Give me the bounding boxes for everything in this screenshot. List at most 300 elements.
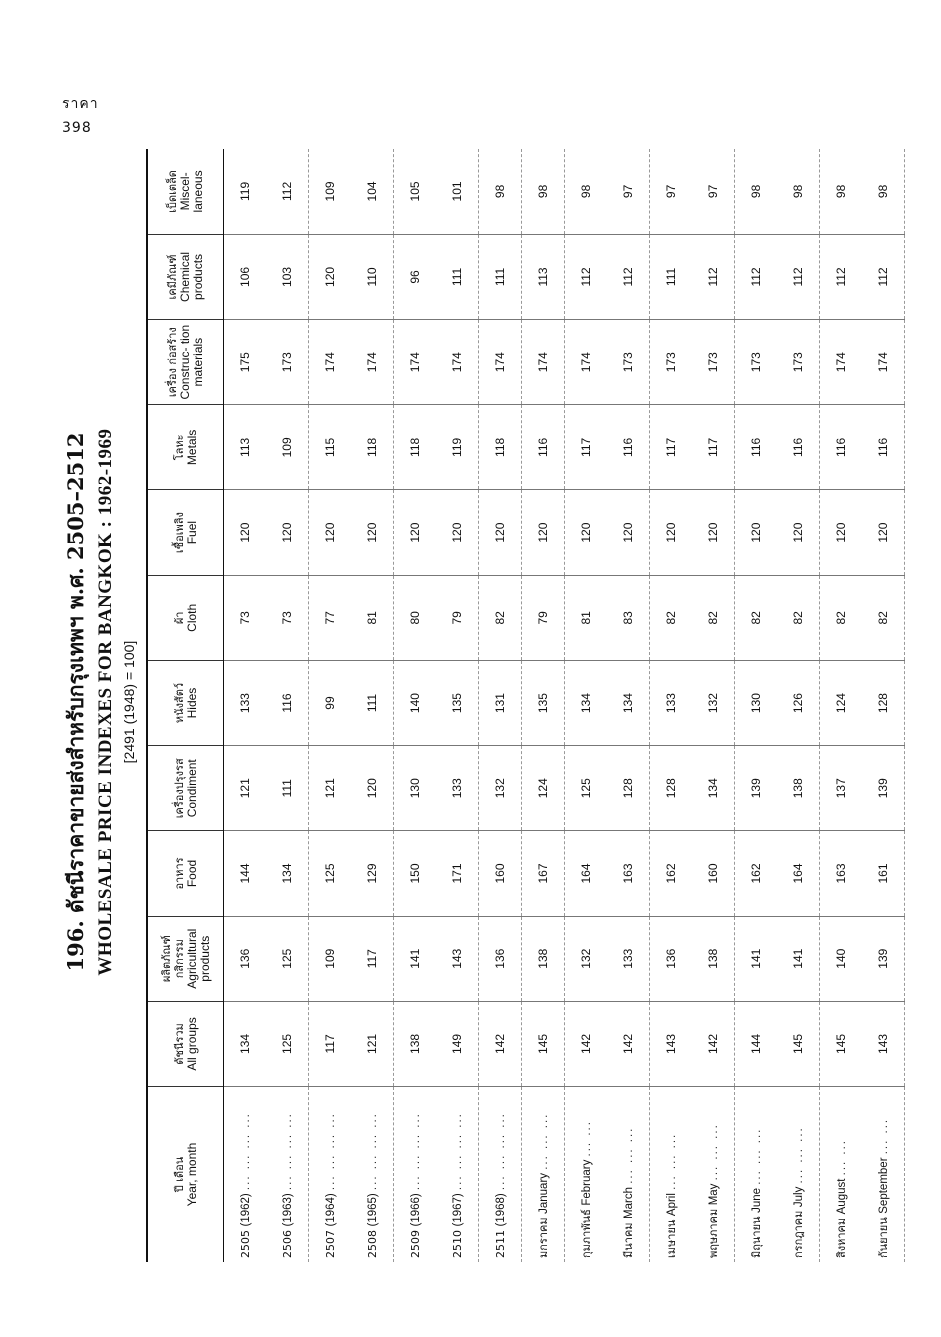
table-cell: 120 xyxy=(351,490,394,575)
table-cell: 118 xyxy=(351,405,394,490)
table-row xyxy=(266,149,309,1262)
table-cell: 112 xyxy=(692,234,735,319)
table-cell: 144 xyxy=(224,831,267,916)
row-label xyxy=(862,1087,905,1262)
table-cell: 98 xyxy=(565,149,608,234)
table-cell: 82 xyxy=(777,575,820,660)
row-label-thai: 2507 xyxy=(323,1226,337,1258)
table-cell: 120 xyxy=(522,490,565,575)
row-label xyxy=(692,1087,735,1262)
column-header-thai: ผ้า xyxy=(172,611,186,625)
table-cell: 116 xyxy=(777,405,820,490)
table-cell: 120 xyxy=(436,490,479,575)
table-cell: 98 xyxy=(735,149,778,234)
table-row xyxy=(650,149,693,1262)
table-cell: 73 xyxy=(224,575,267,660)
row-label-thai: 2505 xyxy=(238,1226,252,1258)
table-cell: 174 xyxy=(394,320,437,405)
table-cell: 128 xyxy=(650,746,693,831)
table-cell: 112 xyxy=(266,149,309,234)
page-header xyxy=(62,92,99,140)
table-cell: 117 xyxy=(565,405,608,490)
table-cell: 137 xyxy=(820,746,863,831)
row-label-english: (1964) xyxy=(324,1190,337,1227)
table-cell: 173 xyxy=(607,320,650,405)
column-header xyxy=(147,490,224,575)
row-label xyxy=(224,1087,267,1262)
table-cell: 120 xyxy=(820,490,863,575)
table-cell: 174 xyxy=(436,320,479,405)
table-cell: 145 xyxy=(777,1001,820,1086)
row-label-thai: กันยายน xyxy=(877,1213,890,1258)
row-label-english: September xyxy=(878,1154,890,1214)
table-cell: 120 xyxy=(479,490,522,575)
table-cell: 175 xyxy=(224,320,267,405)
column-header xyxy=(147,660,224,745)
leader-dots: ... ... ... xyxy=(751,1127,763,1185)
base-year-note: [2491 (1948) = 100] xyxy=(121,640,137,764)
table-cell: 174 xyxy=(351,320,394,405)
table-cell: 124 xyxy=(522,746,565,831)
table-cell: 133 xyxy=(650,660,693,745)
table-cell: 99 xyxy=(309,660,352,745)
table-row xyxy=(820,149,863,1262)
leader-dots: ... ... ... xyxy=(708,1123,720,1181)
table-cell: 134 xyxy=(607,660,650,745)
table-cell: 174 xyxy=(309,320,352,405)
row-label-english: July xyxy=(793,1183,805,1208)
table-cell: 173 xyxy=(735,320,778,405)
table-cell: 116 xyxy=(820,405,863,490)
column-header-thai: อาหาร xyxy=(172,857,186,890)
table-cell: 105 xyxy=(394,149,437,234)
table-cell: 139 xyxy=(862,916,905,1001)
column-header xyxy=(147,746,224,831)
table-cell: 82 xyxy=(692,575,735,660)
table-cell: 113 xyxy=(224,405,267,490)
table-cell: 163 xyxy=(820,831,863,916)
table-cell: 164 xyxy=(565,831,608,916)
leader-dots: ... ... ... ... xyxy=(324,1112,337,1191)
row-label xyxy=(777,1087,820,1262)
table-cell: 81 xyxy=(351,575,394,660)
table-cell: 82 xyxy=(479,575,522,660)
row-label-english: June xyxy=(751,1184,763,1213)
column-header xyxy=(147,405,224,490)
column-header xyxy=(147,149,224,234)
table-cell: 106 xyxy=(224,234,267,319)
row-label-english: August xyxy=(836,1175,848,1215)
table-cell: 120 xyxy=(351,746,394,831)
row-label-thai: มิถุนายน xyxy=(750,1212,763,1258)
table-cell: 126 xyxy=(777,660,820,745)
table-cell: 116 xyxy=(266,660,309,745)
column-header-thai: เบ็ดเตล็ด xyxy=(166,170,179,213)
row-label-english: May xyxy=(708,1180,720,1206)
rotated-table-page xyxy=(58,142,890,1262)
table-cell: 119 xyxy=(436,405,479,490)
table-cell: 82 xyxy=(735,575,778,660)
leader-dots: ... ... ... xyxy=(793,1126,805,1184)
table-cell: 120 xyxy=(394,490,437,575)
table-body xyxy=(224,149,905,1262)
column-header-thai: เชื้อเพลิง xyxy=(172,512,186,554)
table-cell: 120 xyxy=(607,490,650,575)
row-label-thai: 2509 xyxy=(408,1226,422,1258)
table-cell: 98 xyxy=(862,149,905,234)
column-header-english: Agricultural products xyxy=(184,928,212,989)
table-cell: 98 xyxy=(820,149,863,234)
table-cell: 103 xyxy=(266,234,309,319)
table-row xyxy=(565,149,608,1262)
table-cell: 173 xyxy=(692,320,735,405)
table-cell: 162 xyxy=(650,831,693,916)
table-title-block xyxy=(58,142,158,1262)
table-cell: 132 xyxy=(692,660,735,745)
table-cell: 117 xyxy=(650,405,693,490)
row-label xyxy=(479,1087,522,1262)
table-cell: 110 xyxy=(351,234,394,319)
table-row xyxy=(777,149,820,1262)
table-cell: 98 xyxy=(777,149,820,234)
table-cell: 133 xyxy=(607,916,650,1001)
table-cell: 120 xyxy=(692,490,735,575)
table-cell: 143 xyxy=(650,1001,693,1086)
column-header-english: Metals xyxy=(184,429,199,466)
column-header-thai: ดัชนีรวม xyxy=(172,1023,186,1065)
table-cell: 125 xyxy=(309,831,352,916)
row-label xyxy=(650,1087,693,1262)
table-cell: 140 xyxy=(394,660,437,745)
leader-dots: ... ... ... ... xyxy=(409,1112,422,1191)
table-cell: 174 xyxy=(565,320,608,405)
table-cell: 162 xyxy=(735,831,778,916)
table-cell: 112 xyxy=(607,234,650,319)
row-label-english: March xyxy=(623,1183,635,1219)
table-cell: 120 xyxy=(777,490,820,575)
row-label xyxy=(607,1087,650,1262)
column-header-thai: เครื่องปรุงรส xyxy=(172,758,186,819)
column-header-thai: เคมีภัณฑ์ xyxy=(166,254,179,300)
column-header xyxy=(147,916,224,1001)
table-cell: 109 xyxy=(266,405,309,490)
table-cell: 141 xyxy=(735,916,778,1001)
leader-dots: ... ... xyxy=(581,1120,593,1157)
table-cell: 82 xyxy=(650,575,693,660)
table-cell: 130 xyxy=(394,746,437,831)
table-cell: 132 xyxy=(479,746,522,831)
table-cell: 120 xyxy=(266,490,309,575)
table-row xyxy=(522,149,565,1262)
row-label xyxy=(351,1087,394,1262)
column-header xyxy=(147,234,224,319)
row-label-english: (1967) xyxy=(451,1190,464,1227)
table-cell: 120 xyxy=(309,234,352,319)
table-cell: 173 xyxy=(266,320,309,405)
column-header-english: Miscel- laneous xyxy=(178,170,205,213)
table-row xyxy=(862,149,905,1262)
table-cell: 120 xyxy=(650,490,693,575)
table-cell: 79 xyxy=(436,575,479,660)
table-cell: 141 xyxy=(777,916,820,1001)
table-cell: 120 xyxy=(224,490,267,575)
row-label xyxy=(565,1087,608,1262)
column-header-english: Food xyxy=(184,859,199,888)
row-label-english: (1963) xyxy=(281,1190,294,1227)
table-row xyxy=(224,149,267,1262)
column-header-english: Chemical products xyxy=(178,251,205,302)
column-header-english: Condiment xyxy=(184,759,199,818)
table-cell: 132 xyxy=(565,916,608,1001)
table-cell: 97 xyxy=(607,149,650,234)
table-cell: 134 xyxy=(692,746,735,831)
table-cell: 161 xyxy=(862,831,905,916)
column-header xyxy=(147,320,224,405)
row-label-english: January xyxy=(538,1169,550,1214)
table-cell: 120 xyxy=(309,490,352,575)
column-header xyxy=(147,1001,224,1086)
table-cell: 97 xyxy=(650,149,693,234)
table-cell: 118 xyxy=(479,405,522,490)
table-cell: 98 xyxy=(522,149,565,234)
column-header-english: Hides xyxy=(184,687,199,719)
leader-dots: ... ... ... ... xyxy=(239,1112,252,1191)
table-cell: 145 xyxy=(522,1001,565,1086)
table-row xyxy=(436,149,479,1262)
table-cell: 138 xyxy=(777,746,820,831)
table-cell: 111 xyxy=(266,746,309,831)
table-cell: 129 xyxy=(351,831,394,916)
row-label-thai: 2508 xyxy=(365,1226,379,1258)
table-cell: 128 xyxy=(607,746,650,831)
row-label xyxy=(820,1087,863,1262)
table-cell: 125 xyxy=(565,746,608,831)
table-cell: 121 xyxy=(309,746,352,831)
table-cell: 112 xyxy=(565,234,608,319)
table-cell: 174 xyxy=(479,320,522,405)
column-header xyxy=(147,831,224,916)
table-cell: 104 xyxy=(351,149,394,234)
row-label-english: (1968) xyxy=(494,1190,507,1227)
table-cell: 82 xyxy=(820,575,863,660)
table-cell: 143 xyxy=(862,1001,905,1086)
table-cell: 120 xyxy=(565,490,608,575)
row-label-thai: 2506 xyxy=(280,1226,294,1258)
table-cell: 136 xyxy=(224,916,267,1001)
table-cell: 118 xyxy=(394,405,437,490)
table-cell: 133 xyxy=(436,746,479,831)
table-cell: 160 xyxy=(479,831,522,916)
table-row xyxy=(394,149,437,1262)
table-cell: 112 xyxy=(820,234,863,319)
row-label xyxy=(522,1087,565,1262)
table-cell: 142 xyxy=(607,1001,650,1086)
column-header-english: Construc- tion materials xyxy=(178,324,205,400)
table-cell: 101 xyxy=(436,149,479,234)
table-cell: 111 xyxy=(479,234,522,319)
table-cell: 131 xyxy=(479,660,522,745)
table-cell: 112 xyxy=(862,234,905,319)
table-cell: 113 xyxy=(522,234,565,319)
table-cell: 109 xyxy=(309,916,352,1001)
table-cell: 116 xyxy=(862,405,905,490)
table-cell: 144 xyxy=(735,1001,778,1086)
column-header-thai: โลหะ xyxy=(172,434,186,461)
leader-dots: ... ... xyxy=(878,1117,890,1155)
table-cell: 98 xyxy=(479,149,522,234)
wholesale-price-table xyxy=(146,149,905,1262)
table-cell: 138 xyxy=(692,916,735,1001)
table-cell: 139 xyxy=(862,746,905,831)
column-header-english: Fuel xyxy=(184,520,199,545)
table-cell: 174 xyxy=(820,320,863,405)
row-label-thai: เมษายน xyxy=(665,1216,678,1258)
table-cell: 173 xyxy=(777,320,820,405)
table-row xyxy=(479,149,522,1262)
table-cell: 120 xyxy=(862,490,905,575)
column-header-thai: เครื่อง ก่อสร้าง xyxy=(166,327,179,398)
table-cell: 96 xyxy=(394,234,437,319)
column-header-english: Cloth xyxy=(184,603,199,632)
table-cell: 167 xyxy=(522,831,565,916)
table-cell: 81 xyxy=(565,575,608,660)
table-cell: 83 xyxy=(607,575,650,660)
table-cell: 138 xyxy=(394,1001,437,1086)
table-cell: 117 xyxy=(351,916,394,1001)
column-header xyxy=(147,1087,224,1262)
table-cell: 160 xyxy=(692,831,735,916)
table-row xyxy=(692,149,735,1262)
table-cell: 164 xyxy=(777,831,820,916)
row-label-english: April xyxy=(666,1189,678,1217)
table-cell: 97 xyxy=(692,149,735,234)
table-cell: 171 xyxy=(436,831,479,916)
leader-dots: ... ... ... ... xyxy=(366,1112,379,1191)
leader-dots: ... ... ... xyxy=(666,1132,678,1190)
row-label-thai: 2510 xyxy=(450,1226,464,1258)
row-label xyxy=(266,1087,309,1262)
table-cell: 117 xyxy=(692,405,735,490)
table-cell: 125 xyxy=(266,1001,309,1086)
table-header xyxy=(147,149,224,1262)
row-label-english: February xyxy=(581,1156,593,1206)
table-cell: 135 xyxy=(436,660,479,745)
table-cell: 116 xyxy=(735,405,778,490)
table-cell: 174 xyxy=(522,320,565,405)
row-label xyxy=(394,1087,437,1262)
table-cell: 111 xyxy=(650,234,693,319)
title-english: WHOLESALE PRICE INDEXES FOR BANGKOK : 1962-1969 xyxy=(95,428,116,976)
table-cell: 173 xyxy=(650,320,693,405)
table-cell: 124 xyxy=(820,660,863,745)
table-cell: 136 xyxy=(650,916,693,1001)
table-cell: 125 xyxy=(266,916,309,1001)
row-label-thai: มกราคม xyxy=(537,1213,550,1258)
table-row xyxy=(351,149,394,1262)
table-cell: 134 xyxy=(224,1001,267,1086)
row-label xyxy=(735,1087,778,1262)
table-cell: 138 xyxy=(522,916,565,1001)
leader-dots: ... ... ... xyxy=(538,1112,550,1170)
column-header xyxy=(147,575,224,660)
page-number: 398 xyxy=(62,120,92,136)
row-label-english: (1965) xyxy=(366,1190,379,1227)
column-header-thai: ปี เดือน xyxy=(172,1156,186,1193)
table-cell: 142 xyxy=(479,1001,522,1086)
table-cell: 73 xyxy=(266,575,309,660)
row-label-english: (1966) xyxy=(409,1190,422,1227)
leader-dots: ... ... ... xyxy=(623,1126,635,1184)
table-cell: 119 xyxy=(224,149,267,234)
row-label-thai: พฤษภาคม xyxy=(707,1205,720,1258)
table-cell: 141 xyxy=(394,916,437,1001)
table-cell: 130 xyxy=(735,660,778,745)
table-cell: 134 xyxy=(266,831,309,916)
leader-dots: ... ... ... ... xyxy=(281,1112,294,1191)
table-cell: 112 xyxy=(777,234,820,319)
table-row xyxy=(607,149,650,1262)
row-label-thai: กรกฎาคม xyxy=(792,1207,805,1258)
table-cell: 135 xyxy=(522,660,565,745)
title-thai: 196. ดัชนีราคาขายส่งสำหรับกรุงเทพฯ พ.ศ. 2505–2512 xyxy=(63,432,88,972)
table-cell: 145 xyxy=(820,1001,863,1086)
table-cell: 133 xyxy=(224,660,267,745)
table-cell: 120 xyxy=(735,490,778,575)
table-cell: 109 xyxy=(309,149,352,234)
leader-dots: ... ... ... ... xyxy=(451,1112,464,1191)
column-header-thai: หนังสัตว์ xyxy=(172,682,186,724)
table-row xyxy=(735,149,778,1262)
table-cell: 142 xyxy=(565,1001,608,1086)
table-cell: 140 xyxy=(820,916,863,1001)
table-cell: 117 xyxy=(309,1001,352,1086)
column-header-english: Year, month xyxy=(184,1142,199,1207)
table-cell: 134 xyxy=(565,660,608,745)
table-cell: 149 xyxy=(436,1001,479,1086)
leader-dots: ... ... xyxy=(836,1139,848,1176)
row-label-thai: กุมภาพันธ์ xyxy=(580,1205,593,1258)
table-cell: 116 xyxy=(522,405,565,490)
table-cell: 128 xyxy=(862,660,905,745)
table-cell: 143 xyxy=(436,916,479,1001)
leader-dots: ... ... ... ... xyxy=(494,1112,507,1191)
table-cell: 142 xyxy=(692,1001,735,1086)
table-cell: 163 xyxy=(607,831,650,916)
column-header-thai: ผลิตภัณฑ์ กสิกรรม xyxy=(159,935,186,983)
row-label-thai: มีนาคม xyxy=(622,1218,635,1258)
table-cell: 121 xyxy=(224,746,267,831)
table-cell: 115 xyxy=(309,405,352,490)
row-label-english: (1962) xyxy=(239,1190,252,1227)
table-row xyxy=(309,149,352,1262)
row-label xyxy=(309,1087,352,1262)
table-cell: 80 xyxy=(394,575,437,660)
table-cell: 116 xyxy=(607,405,650,490)
table-cell: 79 xyxy=(522,575,565,660)
table-cell: 136 xyxy=(479,916,522,1001)
section-label: ราคา xyxy=(62,96,99,112)
table-cell: 150 xyxy=(394,831,437,916)
table-cell: 139 xyxy=(735,746,778,831)
table-cell: 174 xyxy=(862,320,905,405)
row-label-thai: สิงหาคม xyxy=(835,1214,848,1258)
table-cell: 111 xyxy=(436,234,479,319)
table-cell: 111 xyxy=(351,660,394,745)
row-label xyxy=(436,1087,479,1262)
table-cell: 82 xyxy=(862,575,905,660)
column-header-english: All groups xyxy=(184,1017,199,1071)
table-cell: 112 xyxy=(735,234,778,319)
